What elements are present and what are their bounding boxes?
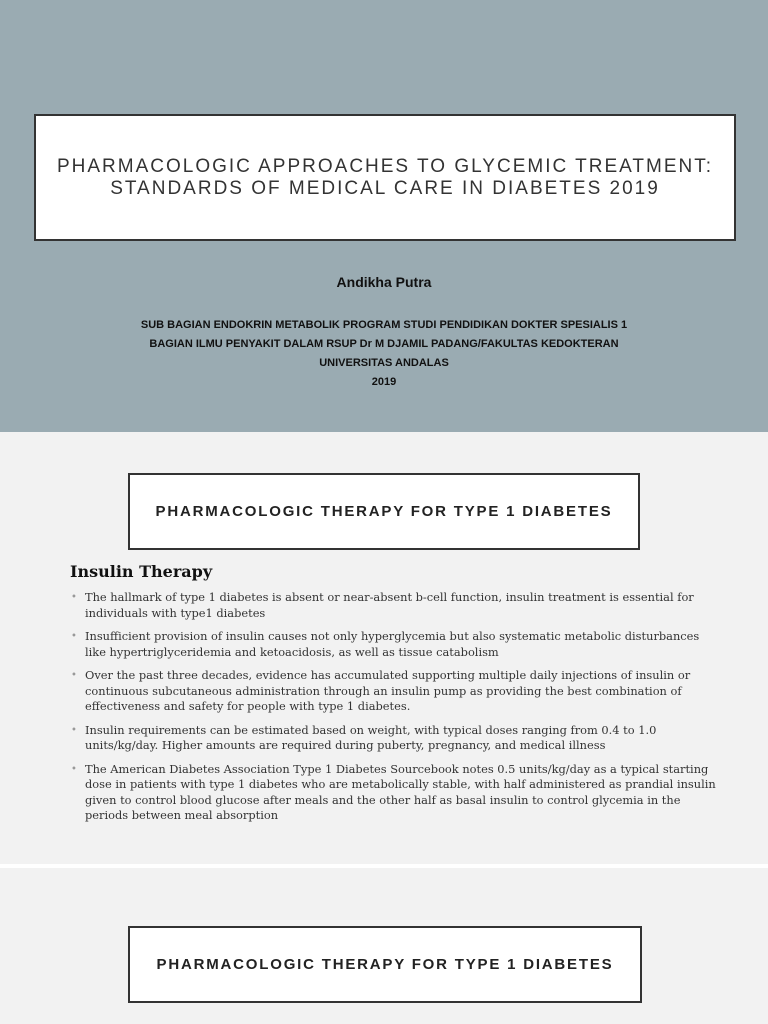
slide-heading-box bbox=[128, 926, 642, 1003]
bullet-item: • Over the past three decades, evidence has accumulated supporting multiple daily injections of insulin or continuous subcutaneous administration through an insulin pump as providing the best combination of effectiveness and safety for people with type 1 diabetes. bbox=[70, 668, 720, 715]
title-line-1: PHARMACOLOGIC APPROACHES TO GLYCEMIC TREATMENT: bbox=[56, 155, 713, 177]
slide-heading: PHARMACOLOGIC THERAPY FOR TYPE 1 DIABETES bbox=[156, 956, 614, 973]
next-slide bbox=[0, 868, 768, 1024]
slide-heading-box bbox=[128, 473, 640, 550]
affiliation-year: 2019 bbox=[371, 376, 397, 388]
bullet-item: • Insulin requirements can be estimated based on weight, with typical doses ranging from 0.4 to 1.0 units/kg/day. Higher amounts are required during puberty, pregnancy, and medical illness bbox=[70, 723, 720, 754]
bullet-list bbox=[70, 590, 720, 832]
content-slide bbox=[0, 432, 768, 864]
slide-heading: PHARMACOLOGIC THERAPY FOR TYPE 1 DIABETES bbox=[155, 503, 613, 520]
section-subheading: Insulin Therapy bbox=[70, 562, 213, 581]
bullet-item: • The American Diabetes Association Type 1 Diabetes Sourcebook notes 0.5 units/kg/day as a typical starting dose in patients with type 1 diabetes who are metabolically stable, with half administered as prandial insulin given to control blood glucose after meals and the other half as basal insulin to control glycemia in the periods between meal absorption bbox=[70, 762, 720, 824]
author-name: Andikha Putra bbox=[336, 274, 432, 290]
affiliation-block bbox=[0, 316, 768, 392]
title-slide bbox=[0, 0, 768, 432]
bullet-item: • The hallmark of type 1 diabetes is absent or near-absent b-cell function, insulin treatment is essential for individuals with type1 diabetes bbox=[70, 590, 720, 621]
affiliation-line: SUB BAGIAN ENDOKRIN METABOLIK PROGRAM STUDI PENDIDIKAN DOKTER SPESIALIS 1 bbox=[140, 319, 628, 331]
bullet-item: • Insufficient provision of insulin causes not only hyperglycemia but also systematic metabolic disturbances like hypertriglyceridemia and ketoacidosis, as well as tissue catabolism bbox=[70, 629, 720, 660]
affiliation-line: UNIVERSITAS ANDALAS bbox=[319, 357, 449, 369]
affiliation-line: BAGIAN ILMU PENYAKIT DALAM RSUP Dr M DJAMIL PADANG/FAKULTAS KEDOKTERAN bbox=[149, 338, 619, 350]
title-line-2: STANDARDS OF MEDICAL CARE IN DIABETES 2019 bbox=[110, 177, 660, 199]
title-box bbox=[34, 114, 736, 241]
